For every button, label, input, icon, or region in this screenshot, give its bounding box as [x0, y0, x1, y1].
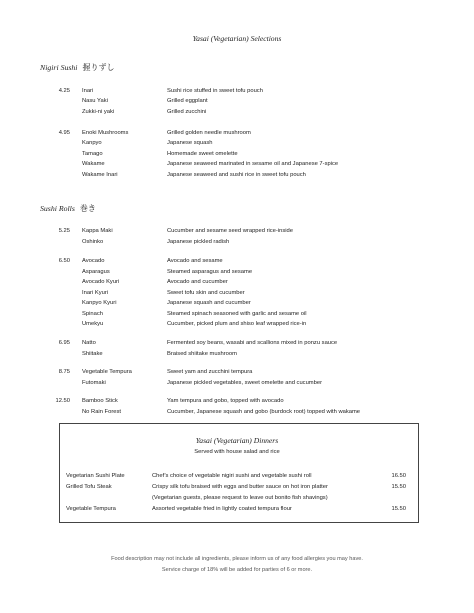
menu-item-row [0, 99, 474, 107]
item-description: Grilled zucchini [167, 109, 207, 115]
menu-item-row [0, 410, 474, 418]
nigiri-heading-jp: 握りずし [82, 63, 115, 72]
menu-item-row [0, 474, 474, 482]
item-description: Japanese squash [167, 140, 213, 146]
item-price: 6.95 [58, 340, 70, 346]
item-name: Tamago [82, 151, 103, 157]
item-price: 4.95 [58, 130, 70, 136]
item-description: Sweet yam and zucchini tempura [167, 369, 253, 375]
menu-item-row [0, 381, 474, 389]
item-name: Zukki-ni yaki [82, 109, 115, 115]
item-description: Japanese squash and cucumber [167, 300, 251, 306]
item-name: Avocado [82, 258, 105, 264]
item-name: Nasu Yaki [82, 98, 108, 104]
menu-item-row [0, 270, 474, 278]
item-description: Japanese pickled vegetables, sweet omelette and cucumber [167, 380, 322, 386]
item-name: Kanpyo Kyuri [82, 300, 117, 306]
menu-item-row [0, 173, 474, 181]
item-description: Yam tempura and gobo, topped with avocado [167, 398, 284, 404]
item-name: Wakame Inari [82, 172, 118, 178]
dinner-price: 15.50 [391, 506, 406, 512]
item-name: Asparagus [82, 269, 110, 275]
item-name: No Rain Forest [82, 409, 121, 415]
menu-item-row [0, 301, 474, 309]
item-name: Kanpyo [82, 140, 102, 146]
menu-item-row [0, 370, 474, 378]
dinner-price: 16.50 [391, 473, 406, 479]
menu-item-row [0, 131, 474, 139]
menu-item-row [0, 485, 474, 493]
item-description: Cucumber and sesame seed wrapped rice-inside [167, 228, 293, 234]
menu-item-row [0, 496, 474, 504]
menu-item-row [0, 341, 474, 349]
item-name: Wakame [82, 161, 105, 167]
menu-item-row [0, 162, 474, 170]
item-name: Spinach [82, 311, 103, 317]
nigiri-heading [40, 64, 114, 72]
item-price: 4.25 [58, 88, 70, 94]
item-description: Avocado and sesame [167, 258, 223, 264]
item-name: Futomaki [82, 380, 106, 386]
dinner-price: 15.50 [391, 484, 406, 490]
item-name: Oshinko [82, 239, 104, 245]
dinner-name: Vegetarian Sushi Plate [66, 473, 125, 479]
item-description: Homemade sweet omelette [167, 151, 238, 157]
dinners-title: Yasai (Vegetarian) Dinners [195, 436, 279, 445]
dinner-description: Crispy silk tofu braised with eggs and butter sauce on hot iron platter [152, 484, 328, 490]
item-description: Japanese pickled radish [167, 239, 230, 245]
item-description: Cucumber, picked plum and shiso leaf wrapped rice-in [167, 321, 307, 327]
nigiri-heading-text: Nigiri Sushi [40, 63, 78, 72]
footer-allergy-note: Food description may not include all ingredients, please inform us of any food allergies you may have. [111, 556, 363, 562]
menu-item-row [0, 152, 474, 160]
item-price: 6.50 [58, 258, 70, 264]
item-description: Steamed spinach seasoned with garlic and sesame oil [167, 311, 307, 317]
rolls-heading-jp: 巻き [79, 204, 96, 213]
item-description: Steamed asparagus and sesame [167, 269, 253, 275]
menu-item-row [0, 352, 474, 360]
item-description: Avocado and cucumber [167, 279, 228, 285]
item-description: Grilled golden needle mushroom [167, 130, 251, 136]
item-name: Vegetable Tempura [82, 369, 132, 375]
menu-item-row [0, 141, 474, 149]
item-price: 8.75 [58, 369, 70, 375]
item-description: Sweet tofu skin and cucumber [167, 290, 245, 296]
menu-item-row [0, 322, 474, 330]
item-price: 5.25 [58, 228, 70, 234]
footer-service-charge: Service charge of 18% will be added for parties of 6 or more. [161, 567, 313, 573]
item-name: Inari Kyuri [82, 290, 109, 296]
rolls-heading [40, 205, 96, 213]
menu-item-row [0, 89, 474, 97]
item-description: Fermented soy beans, wasabi and scallions mixed in ponzu sauce [167, 340, 338, 346]
menu-item-row [0, 291, 474, 299]
item-description: Japanese seaweed marinated in sesame oil and Japanese 7-spice [167, 161, 339, 167]
menu-item-row [0, 507, 474, 515]
item-name: Inari [82, 88, 94, 94]
item-name: Umekyu [82, 321, 104, 327]
dinner-name: Grilled Tofu Steak [66, 484, 112, 490]
item-description: Grilled eggplant [167, 98, 208, 104]
menu-item-row [0, 259, 474, 267]
dinner-name: Vegetable Tempura [66, 506, 116, 512]
item-price: 12.50 [55, 398, 70, 404]
dinners-subtitle: Served with house salad and rice [194, 449, 280, 455]
dinner-description: Chef’s choice of vegetable nigiri sushi and vegetable sushi roll [152, 473, 312, 479]
item-name: Bamboo Stick [82, 398, 118, 404]
rolls-heading-text: Sushi Rolls [40, 204, 75, 213]
item-description: Sushi rice stuffed in sweet tofu pouch [167, 88, 263, 94]
item-name: Shiitake [82, 351, 103, 357]
item-description: Japanese seaweed and sushi rice in sweet tofu pouch [167, 172, 306, 178]
menu-item-row [0, 280, 474, 288]
item-name: Avocado Kyuri [82, 279, 120, 285]
menu-item-row [0, 312, 474, 320]
dinner-description: Assorted vegetable fried in lightly coated tempura flour [152, 506, 292, 512]
item-name: Natto [82, 340, 96, 346]
item-description: Braised shiitake mushroom [167, 351, 237, 357]
menu-item-row [0, 240, 474, 248]
menu-item-row [0, 229, 474, 237]
dinner-description: (Vegetarian guests, please request to leave out bonito fish shavings) [152, 495, 328, 501]
item-name: Enoki Mushrooms [82, 130, 129, 136]
page-title: Yasai (Vegetarian) Selections [192, 34, 282, 43]
menu-item-row [0, 399, 474, 407]
item-name: Kappa Maki [82, 228, 113, 234]
item-description: Cucumber, Japanese squash and gobo (burdock root) topped with wakame [167, 409, 361, 415]
menu-item-row [0, 110, 474, 118]
